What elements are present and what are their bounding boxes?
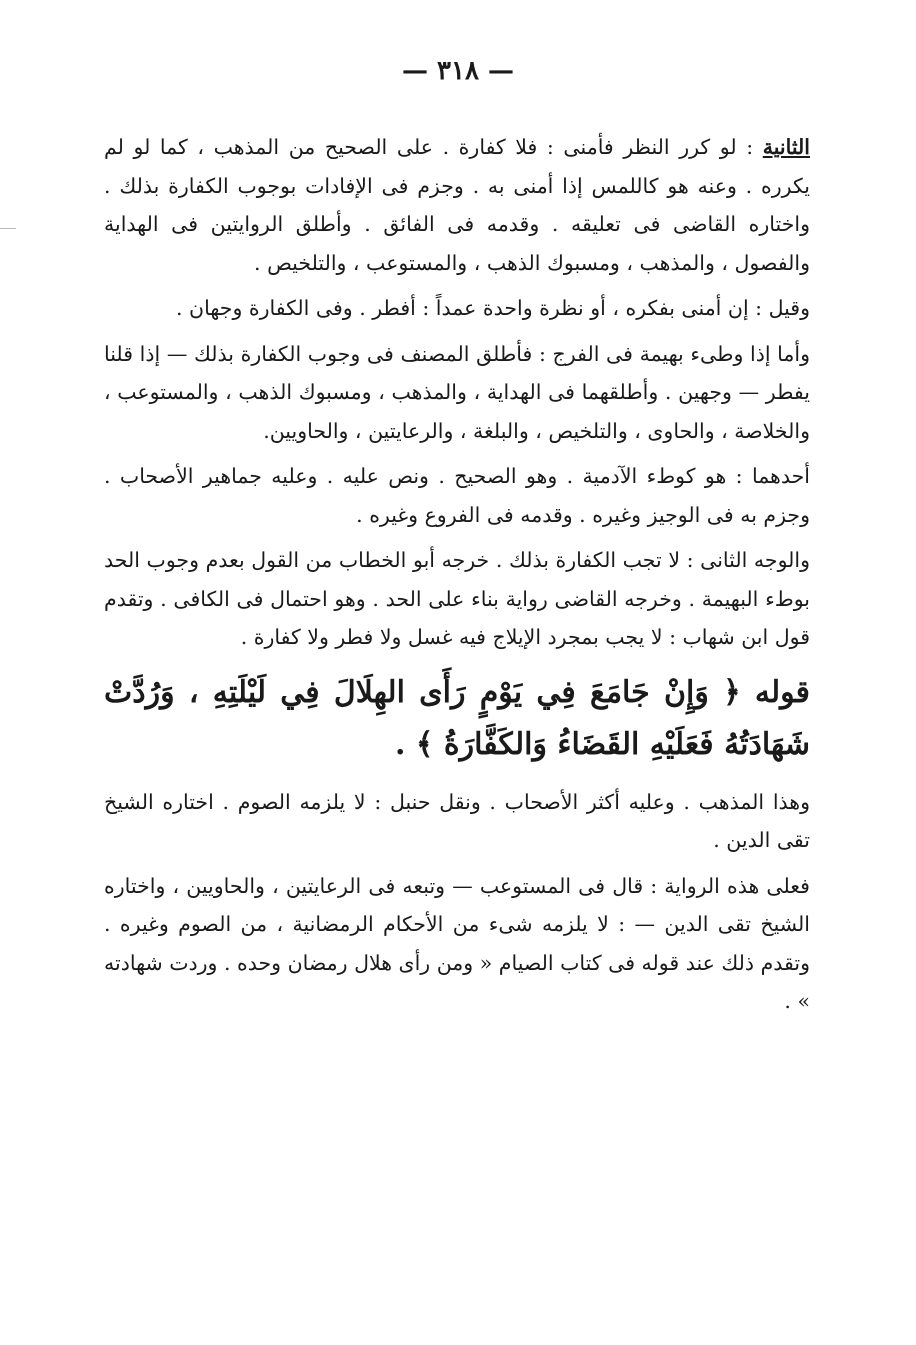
- paragraph: فعلى هذه الرواية : قال فى المستوعب — وتبعه فى الرعايتين ، والحاويين ، واختاره الشيخ تقى الدين — : لا يلزمه شىء من الأحكام الرمضانية ، من الصوم وغيره . وتقدم ذلك عند قوله فى كتاب الصيام « ومن رأى هلال رمضان وحده . وردت شهادته » .: [104, 873, 810, 1013]
- paragraph-text: : لو كرر النظر فأمنى : فلا كفارة . على الصحيح من المذهب ، كما لو لم يكرره . وعنه هو كاللمس إذا أمنى به . وجزم فى الإفادات بوجوب الكفارة بذلك . واختاره القاضى فى تعليقه . وقدمه فى الفائق . وأطلق الروايتين فى الهداية والفصول ، والمذهب ، ومسبوك الذهب ، والمستوعب ، والتلخيص .: [104, 135, 810, 275]
- paragraph: أحدهما : هو كوطء الآدمية . وهو الصحيح . ونص عليه . وعليه جماهير الأصحاب . وجزم به فى الوجيز وغيره . وقدمه فى الفروع وغيره .: [104, 464, 810, 527]
- page-number: — ٣١٨ —: [401, 56, 515, 86]
- paragraph: وقيل : إن أمنى بفكره ، أو نظرة واحدة عمداً : أفطر . وفى الكفارة وجهان .: [175, 296, 810, 320]
- paragraph: وأما إذا وطىء بهيمة فى الفرج : فأطلق المصنف فى وجوب الكفارة بذلك — إذا قلنا يفطر — وجهين . وأطلقهما فى الهداية ، والمذهب ، ومسبوك الذهب ، والمستوعب ، والخلاصة ، والحاوى ، والتلخيص ، والبلغة ، والرعايتين ، والحاويين.: [104, 341, 810, 443]
- paragraph: وهذا المذهب . وعليه أكثر الأصحاب . ونقل حنبل : لا يلزمه الصوم . اختاره الشيخ تقى الدين .: [104, 789, 810, 852]
- page-body: [104, 128, 810, 1028]
- paragraph: [104, 128, 810, 282]
- paragraph: والوجه الثانى : لا تجب الكفارة بذلك . خرجه أبو الخطاب من القول بعدم وجوب الحد بوطء البهيمة . وخرجه القاضى رواية بناء على الحد . وهو احتمال فى الكافى . وتقدم قول ابن شهاب : لا يجب بمجرد الإيلاج فيه غسل ولا فطر ولا كفارة .: [104, 548, 810, 649]
- quran-quote: قوله ﴿ وَإِنْ جَامَعَ فِي يَوْمٍ رَأَى الهِلَالَ فِي لَيْلَتِهِ ، وَرُدَّتْ شَهَادَتُهُ فَعَلَيْهِ القَضَاءُ وَالكَفَّارَةُ ﴾ .: [104, 674, 810, 762]
- scan-margin-mark: [0, 228, 16, 229]
- paragraph-lead-label: الثانية: [762, 135, 810, 159]
